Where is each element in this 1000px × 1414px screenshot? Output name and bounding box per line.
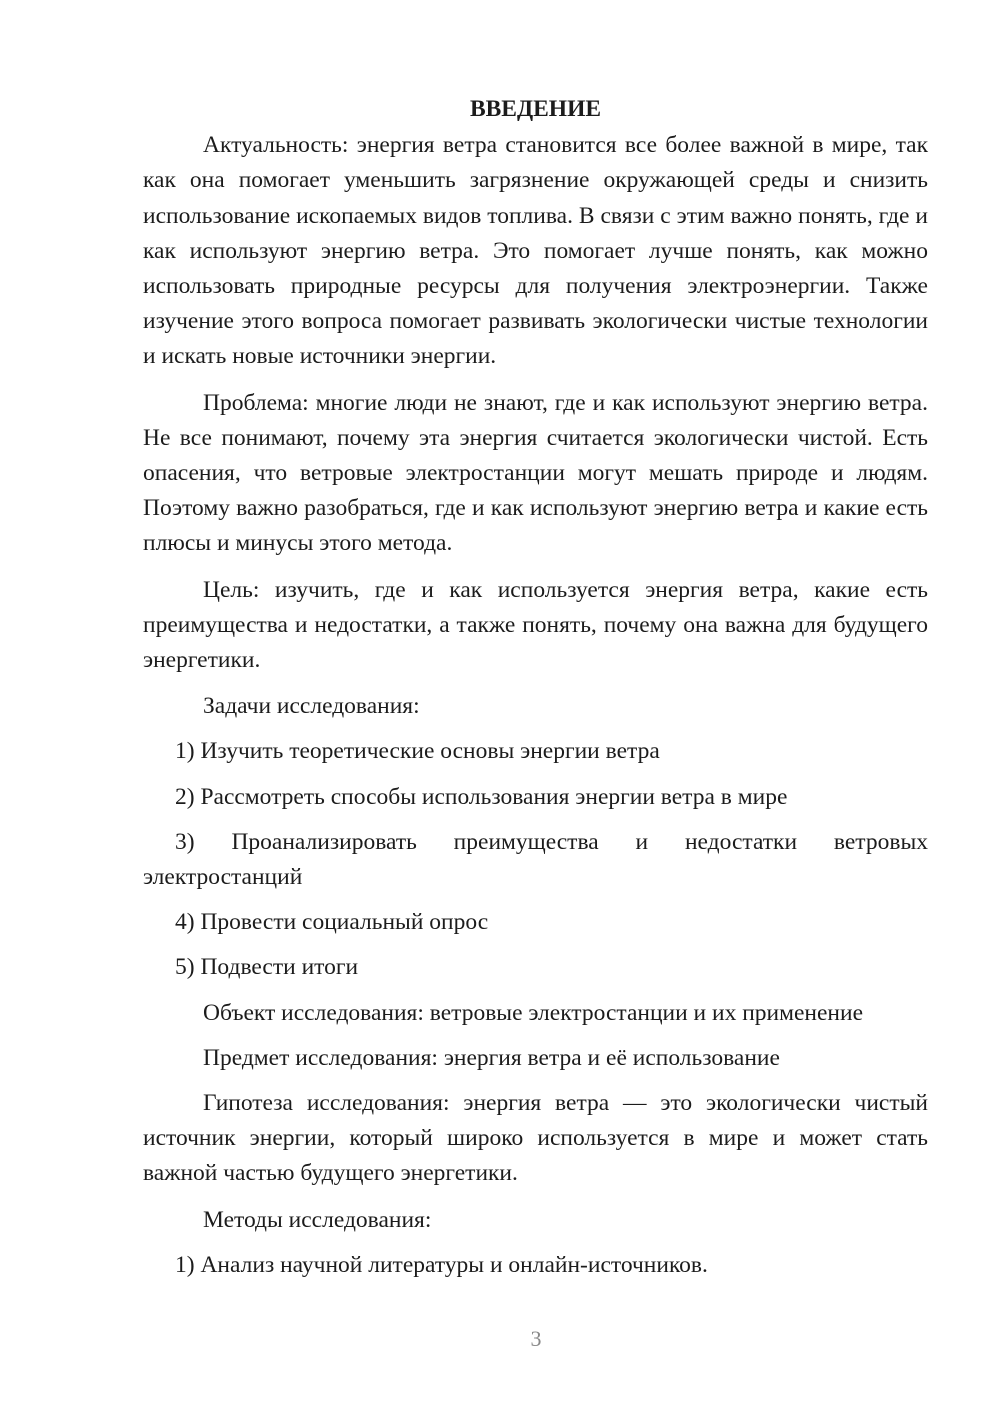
task-item-2: 2) Рассмотреть способы использования энергии ветра в мире: [175, 783, 788, 810]
page-content: [143, 92, 928, 1293]
task-item-3: [143, 825, 928, 895]
relevance-paragraph: Актуальность: энергия ветра становится все более важной в мире, так как она помогает уменьшить загрязнение окружающей среды и снизить использование ископаемых видов топлива. В связи с этим важно понять, где и как используют энергию ветра. Это помогает лучше понять, как можно использовать природные ресурсы для получения электроэнергии. Также изучение этого вопроса помогает развивать экологически чистые технологии и искать новые источники энергии.: [143, 132, 928, 370]
method-item-1: 1) Анализ научной литературы и онлайн-источников.: [175, 1251, 708, 1278]
task-item-5: 5) Подвести итоги: [175, 954, 359, 981]
task-item-3-line-1: 3) Проанализировать преимущества и недостатки ветровых: [175, 828, 928, 855]
subject-line: Предмет исследования: энергия ветра и её использование: [203, 1044, 780, 1071]
task-item-1: 1) Изучить теоретические основы энергии ветра: [175, 738, 660, 765]
tasks-heading: Задачи исследования:: [203, 693, 420, 720]
goal-paragraph: Цель: изучить, где и как используется энергия ветра, какие есть преимущества и недостатки, а также понять, почему она важна для будущего энергетики.: [143, 576, 928, 674]
hypothesis-paragraph: Гипотеза исследования: энергия ветра — это экологически чистый источник энергии, который широко используется в мире и может стать важной частью будущего энергетики.: [143, 1090, 928, 1187]
page-number: 3: [530, 1326, 542, 1351]
problem-paragraph: Проблема: многие люди не знают, где и как используют энергию ветра. Не все понимают, почему эта энергия считается экологически чистой. Есть опасения, что ветровые электростанции могут мешать природе и людям. Поэтому важно разобраться, где и как используют энергию ветра и какие есть плюсы и минусы этого метода.: [143, 389, 928, 557]
methods-heading: Методы исследования:: [203, 1206, 432, 1233]
task-item-3-line-2: электростанций: [143, 864, 303, 891]
object-line: Объект исследования: ветровые электростанции и их применение: [203, 999, 863, 1026]
section-title: ВВЕДЕНИЕ: [469, 96, 602, 122]
task-item-4: 4) Провести социальный опрос: [175, 909, 489, 936]
